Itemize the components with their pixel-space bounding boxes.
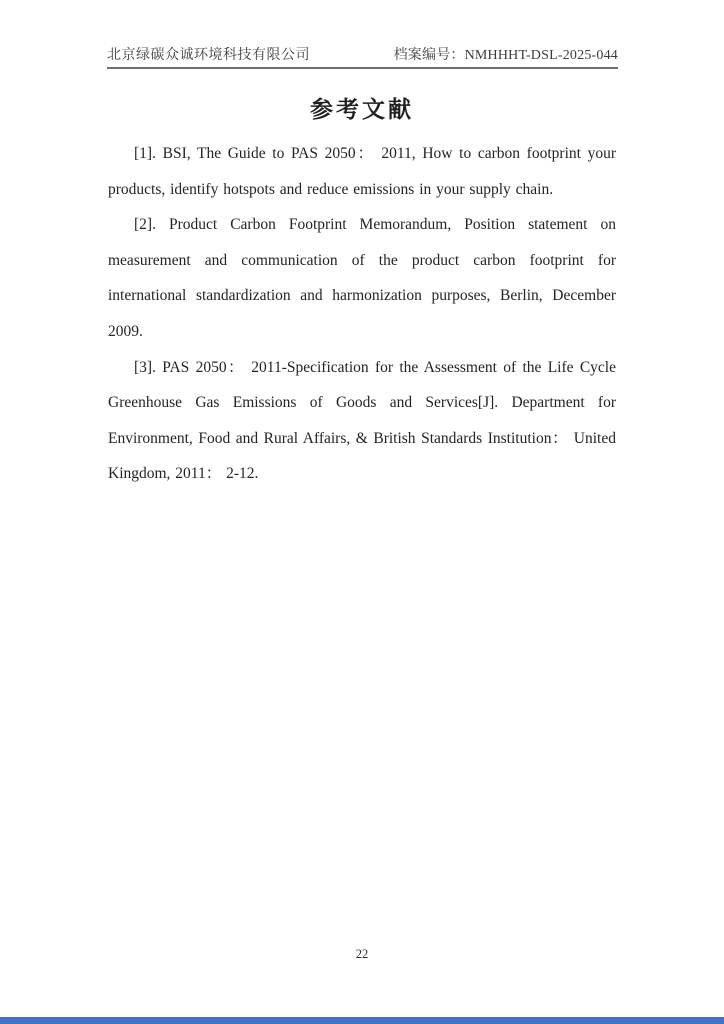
page-title: 参考文献	[310, 97, 414, 122]
reference-item-3: [3]. PAS 2050： 2011-Specification for the Assessment of the Life Cycle Greenhouse Gas Emissions of Goods and Services[J]. Department for Environment, Food and Rural Affairs, & British Standards Institution： United Kingdom, 2011： 2-12.	[108, 358, 616, 483]
header-rule	[107, 67, 618, 69]
doc-number-value: NMHHHT-DSL-2025-044	[464, 48, 618, 63]
references-list	[108, 136, 616, 492]
reference-item-2: [2]. Product Carbon Footprint Memorandum, Position statement on measurement and communication of the product carbon footprint for international standardization and harmonization purposes, Berlin, December 2009.	[108, 216, 616, 340]
page-number: 22	[355, 947, 369, 961]
footer-accent-bar	[0, 1017, 724, 1024]
doc-number-group	[394, 44, 618, 64]
page-header	[107, 44, 618, 64]
doc-number-label: 档案编号：	[393, 48, 465, 63]
reference-item-1: [1]. BSI, The Guide to PAS 2050： 2011, How to carbon footprint your products, identify hotspots and reduce emissions in your supply chain.	[108, 145, 616, 198]
company-name: 北京绿碳众诚环境科技有限公司	[107, 48, 310, 63]
